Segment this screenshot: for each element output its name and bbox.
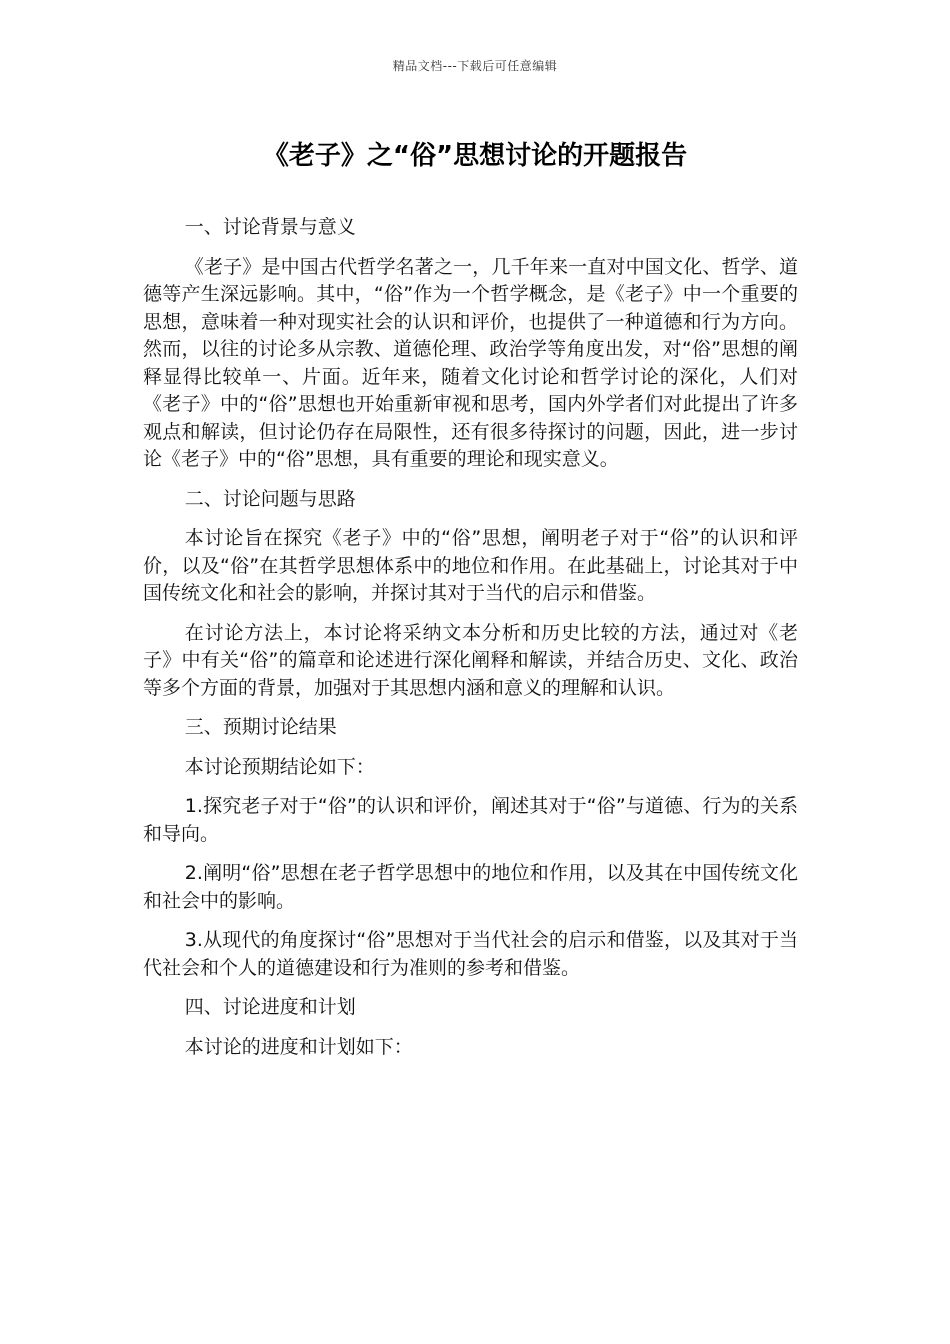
paragraph-schedule-intro: 本讨论的进度和计划如下： xyxy=(184,1035,413,1058)
page-header-watermark: 精品文档---下载后可任意编辑 xyxy=(392,59,558,73)
paragraph-research-aim: 本讨论旨在探究《老子》中的“俗”思想，阐明老子对于“俗”的认识和评价，以及“俗”在其哲学思想体系中的地位和作用。在此基础上，讨论其对于中国传统文化和社会的影响，并探讨其对于当代的启示和借鉴。 xyxy=(143,527,798,604)
paragraph-results-intro: 本讨论预期结论如下： xyxy=(184,755,375,778)
section-heading-background: 一、讨论背景与意义 xyxy=(184,216,356,238)
list-item-result-1: 1.探究老子对于“俗”的认识和评价，阐述其对于“俗”与道德、行为的关系和导向。 xyxy=(143,795,798,845)
section-heading-expected-results: 三、预期讨论结果 xyxy=(184,716,337,738)
paragraph-research-method: 在讨论方法上，本讨论将采纳文本分析和历史比较的方法，通过对《老子》中有关“俗”的篇章和论述进行深化阐释和解读，并结合历史、文化、政治等多个方面的背景，加强对于其思想内涵和意义的理解和认识。 xyxy=(143,621,798,699)
paragraph-background: 《老子》是中国古代哲学名著之一，几千年来一直对中国文化、哲学、道德等产生深远影响。其中，“俗”作为一个哲学概念，是《老子》中一个重要的思想，意味着一种对现实社会的认识和评价，也提供了一种道德和行为方向。然而，以往的讨论多从宗教、道德伦理、政治学等角度出发，对“俗”思想的阐释显得比较单一、片面。近年来，随着文化讨论和哲学讨论的深化，人们对《老子》中的“俗”思想也开始重新审视和思考，国内外学者们对此提出了许多观点和解读，但讨论仍存在局限性，还有很多待探讨的问题，因此，进一步讨论《老子》中的“俗”思想，具有重要的理论和现实意义。 xyxy=(143,255,798,470)
document-title: 《老子》之“俗”思想讨论的开题报告 xyxy=(262,141,688,171)
list-item-result-3: 3.从现代的角度探讨“俗”思想对于当代社会的启示和借鉴，以及其对于当代社会和个人的道德建设和行为准则的参考和借鉴。 xyxy=(143,929,798,979)
section-heading-questions: 二、讨论问题与思路 xyxy=(184,487,356,510)
list-item-result-2: 2.阐明“俗”思想在老子哲学思想中的地位和作用，以及其在中国传统文化和社会中的影响。 xyxy=(143,862,798,912)
document-body xyxy=(143,214,798,1073)
section-heading-schedule: 四、讨论进度和计划 xyxy=(184,996,356,1018)
